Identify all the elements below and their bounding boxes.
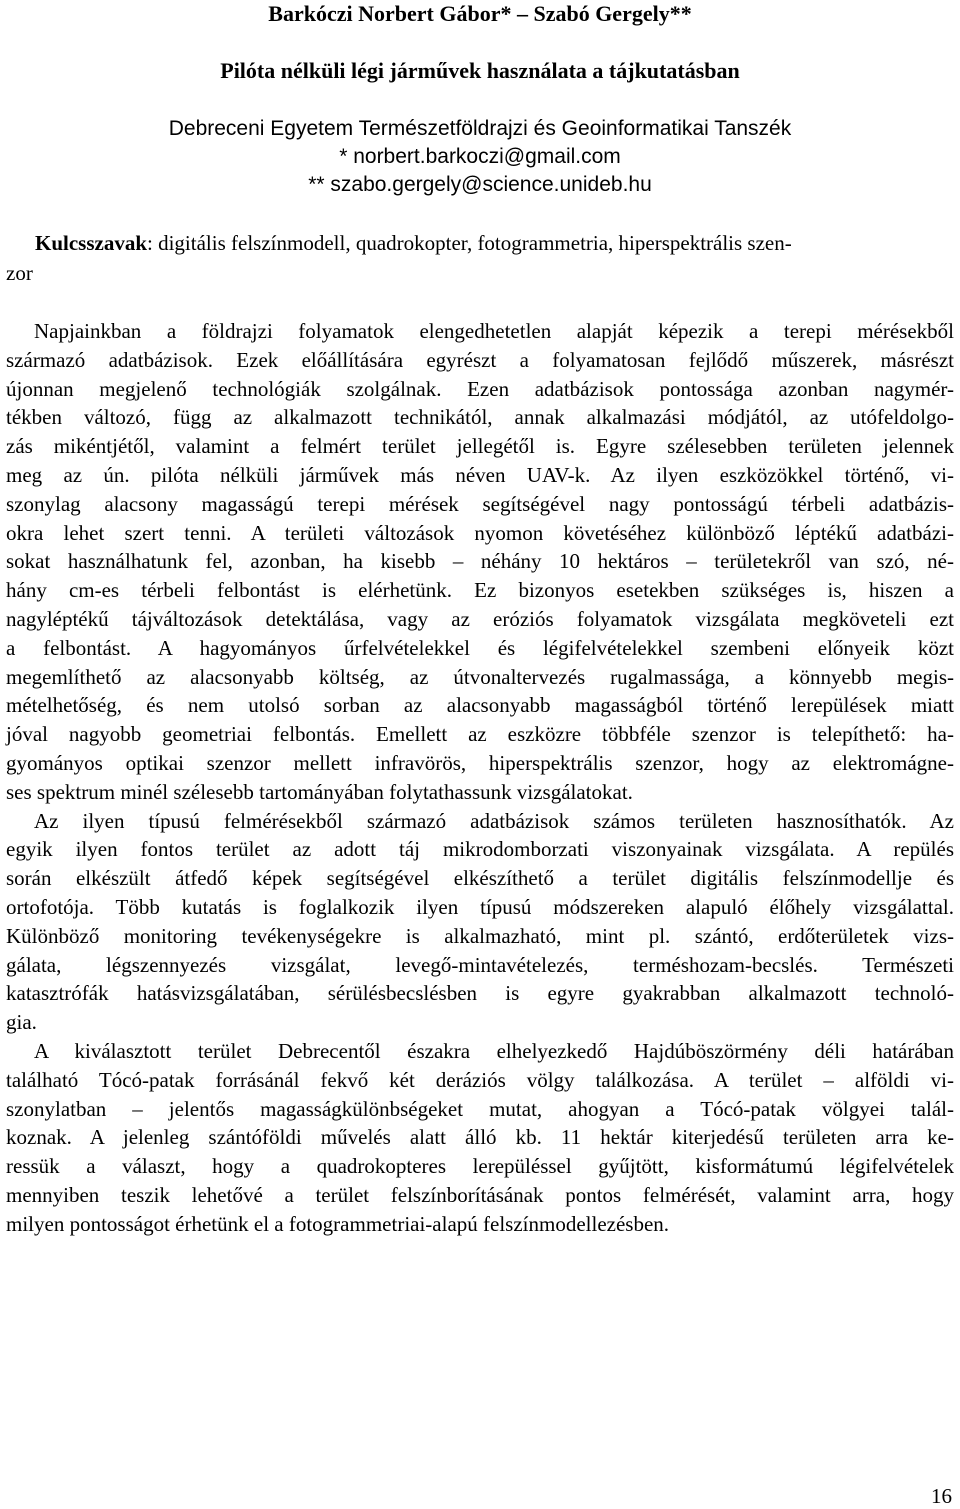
body-line: megemlíthető az alacsonyabb költség, az útvonaltervezés rugalmassága, a könnyebb megis- <box>6 664 954 689</box>
body-line: származó adatbázisok. Ezek előállítására egyrészt a folyamatosan fejlődő műszerek, másrészt <box>6 347 954 372</box>
body-line: tékben változó, függ az alkalmazott technikától, annak alkalmazási módjától, az utófeldolgo- <box>6 405 954 430</box>
body-line: zás mikéntjétől, valamint a felmért terület jellegétől is. Egyre szélesebben területen jelennek <box>6 434 954 459</box>
paper-title: Pilóta nélküli légi járművek használata a tájkutatásban <box>220 58 740 83</box>
body-line: gyományos optikai szenzor mellett infravörös, hiperspektrális szenzor, hogy az elektromágne- <box>6 750 954 775</box>
body-line: A kiválasztott terület Debrecentől északra elhelyezkedő Hajdúböszörmény déli határában <box>34 1038 954 1063</box>
body-line: ressük a választ, hogy a quadrokopteres lerepüléssel gyűjtött, kisformátumú légifelvételek <box>6 1154 954 1179</box>
body-line: egyik ilyen fontos terület az adott táj mikrodomborzati viszonyainak vizsgálata. A repülés <box>6 837 954 862</box>
body-line: gia. <box>6 1010 37 1035</box>
body-line: Különböző monitoring tevékenységekre is alkalmazható, mint pl. szántó, erdőterületek vizs- <box>6 923 954 948</box>
body-line: milyen pontosságot érhetünk el a fotogrammetriai-alapú felszínmodellezésben. <box>6 1211 670 1236</box>
keywords-line-1 <box>6 228 954 258</box>
body-line: jóval nagyobb geometriai felbontás. Emellett az eszközre többféle szenzor is telepíthető: ha- <box>6 722 954 747</box>
authors-line: Barkóczi Norbert Gábor* – Szabó Gergely** <box>268 1 692 26</box>
body-line: Az ilyen típusú felmérésekből származó adatbázisok számos területen hasznosíthatók. Az <box>34 808 954 833</box>
keywords-label: Kulcsszavak <box>35 231 148 255</box>
body-line: szonylatban – jelentős magasságkülönbségeket mutat, ahogyan a Tócó-patak völgyei talál- <box>6 1096 954 1121</box>
email-1: * norbert.barkoczi@gmail.com <box>339 145 621 168</box>
body-line: hány cm-es térbeli felbontást is elérhetünk. Ez bizonyos esetekben szükséges is, hiszen a <box>6 578 954 603</box>
body-line: ses spektrum minél szélesebb tartományában folytathassunk vizsgálatokat. <box>6 779 633 804</box>
body-line: újonnan megjelenő technológiák szolgálnak. Ezen adatbázisok pontossága azonban nagymér- <box>6 376 954 401</box>
body-line: során elkészült átfedő képek segítségével elkészíthető a terület digitális felszínmodellje és <box>6 866 954 891</box>
body-line: ortofotója. Több kutatás is foglalkozik ilyen típusú módszereken alapuló élőhely vizsgálattal. <box>6 894 954 919</box>
keywords <box>6 228 954 288</box>
keywords-text: : digitális felszínmodell, quadrokopter, fotogrammetria, hiperspektrális szen- <box>147 231 792 255</box>
body-line: Napjainkban a földrajzi folyamatok elengedhetetlen alapját képezik a terepi mérésekből <box>34 319 954 343</box>
affiliation: Debreceni Egyetem Természetföldrajzi és Geoinformatikai Tanszék <box>168 117 792 140</box>
email-2: ** szabo.gergely@science.unideb.hu <box>308 173 652 196</box>
body-line: koznak. A jelenleg szántóföldi művelés alatt álló kb. 11 hektár kiterjedésű területen arra ke- <box>6 1125 954 1150</box>
body-line: található Tócó-patak forrásánál fekvő két deráziós völgy találkozása. A terület – alföldi vi- <box>6 1067 954 1092</box>
body-line: okra lehet szert tenni. A területi változások nyomon követéséhez különböző léptékű adatbázi- <box>6 520 954 545</box>
body-line: a felbontást. A hagyományos űrfelvételekkel és légifelvételekkel szembeni előnyeik közt <box>6 635 954 660</box>
page-number: 16 <box>931 1484 952 1508</box>
body-text <box>6 317 954 1239</box>
keywords-line-2: zor <box>6 261 33 285</box>
body-line: sokat használhatunk fel, azonban, ha kisebb – néhány 10 hektáros – területekről van szó, né- <box>6 549 954 574</box>
body-line: mennyiben teszik lehetővé a terület felszínborításának pontos felmérését, valamint arra, hogy <box>6 1182 954 1207</box>
body-line: katasztrófák hatásvizsgálatában, sérülésbecslésben is egyre gyakrabban alkalmazott technoló- <box>6 981 954 1006</box>
body-line: nagyléptékű tájváltozások detektálása, vagy az eróziós folyamatok vizsgálata megköveteli ezt <box>6 606 954 631</box>
body-line: szonylag alacsony magasságú terepi mérések segítségével nagy pontosságú térbeli adatbázis- <box>6 491 954 516</box>
affiliation-block <box>0 115 960 199</box>
body-line: meg az ún. pilóta nélküli járművek más néven UAV-k. Az ilyen eszközökkel történő, vi- <box>6 462 954 487</box>
body-line: mételhetőség, és nem utolsó sorban az alacsonyabb magasságból történő lerepülések miatt <box>6 693 954 718</box>
body-line: gálata, légszennyezés vizsgálat, levegő-mintavételezés, terméshozam-becslés. Természeti <box>6 952 954 977</box>
